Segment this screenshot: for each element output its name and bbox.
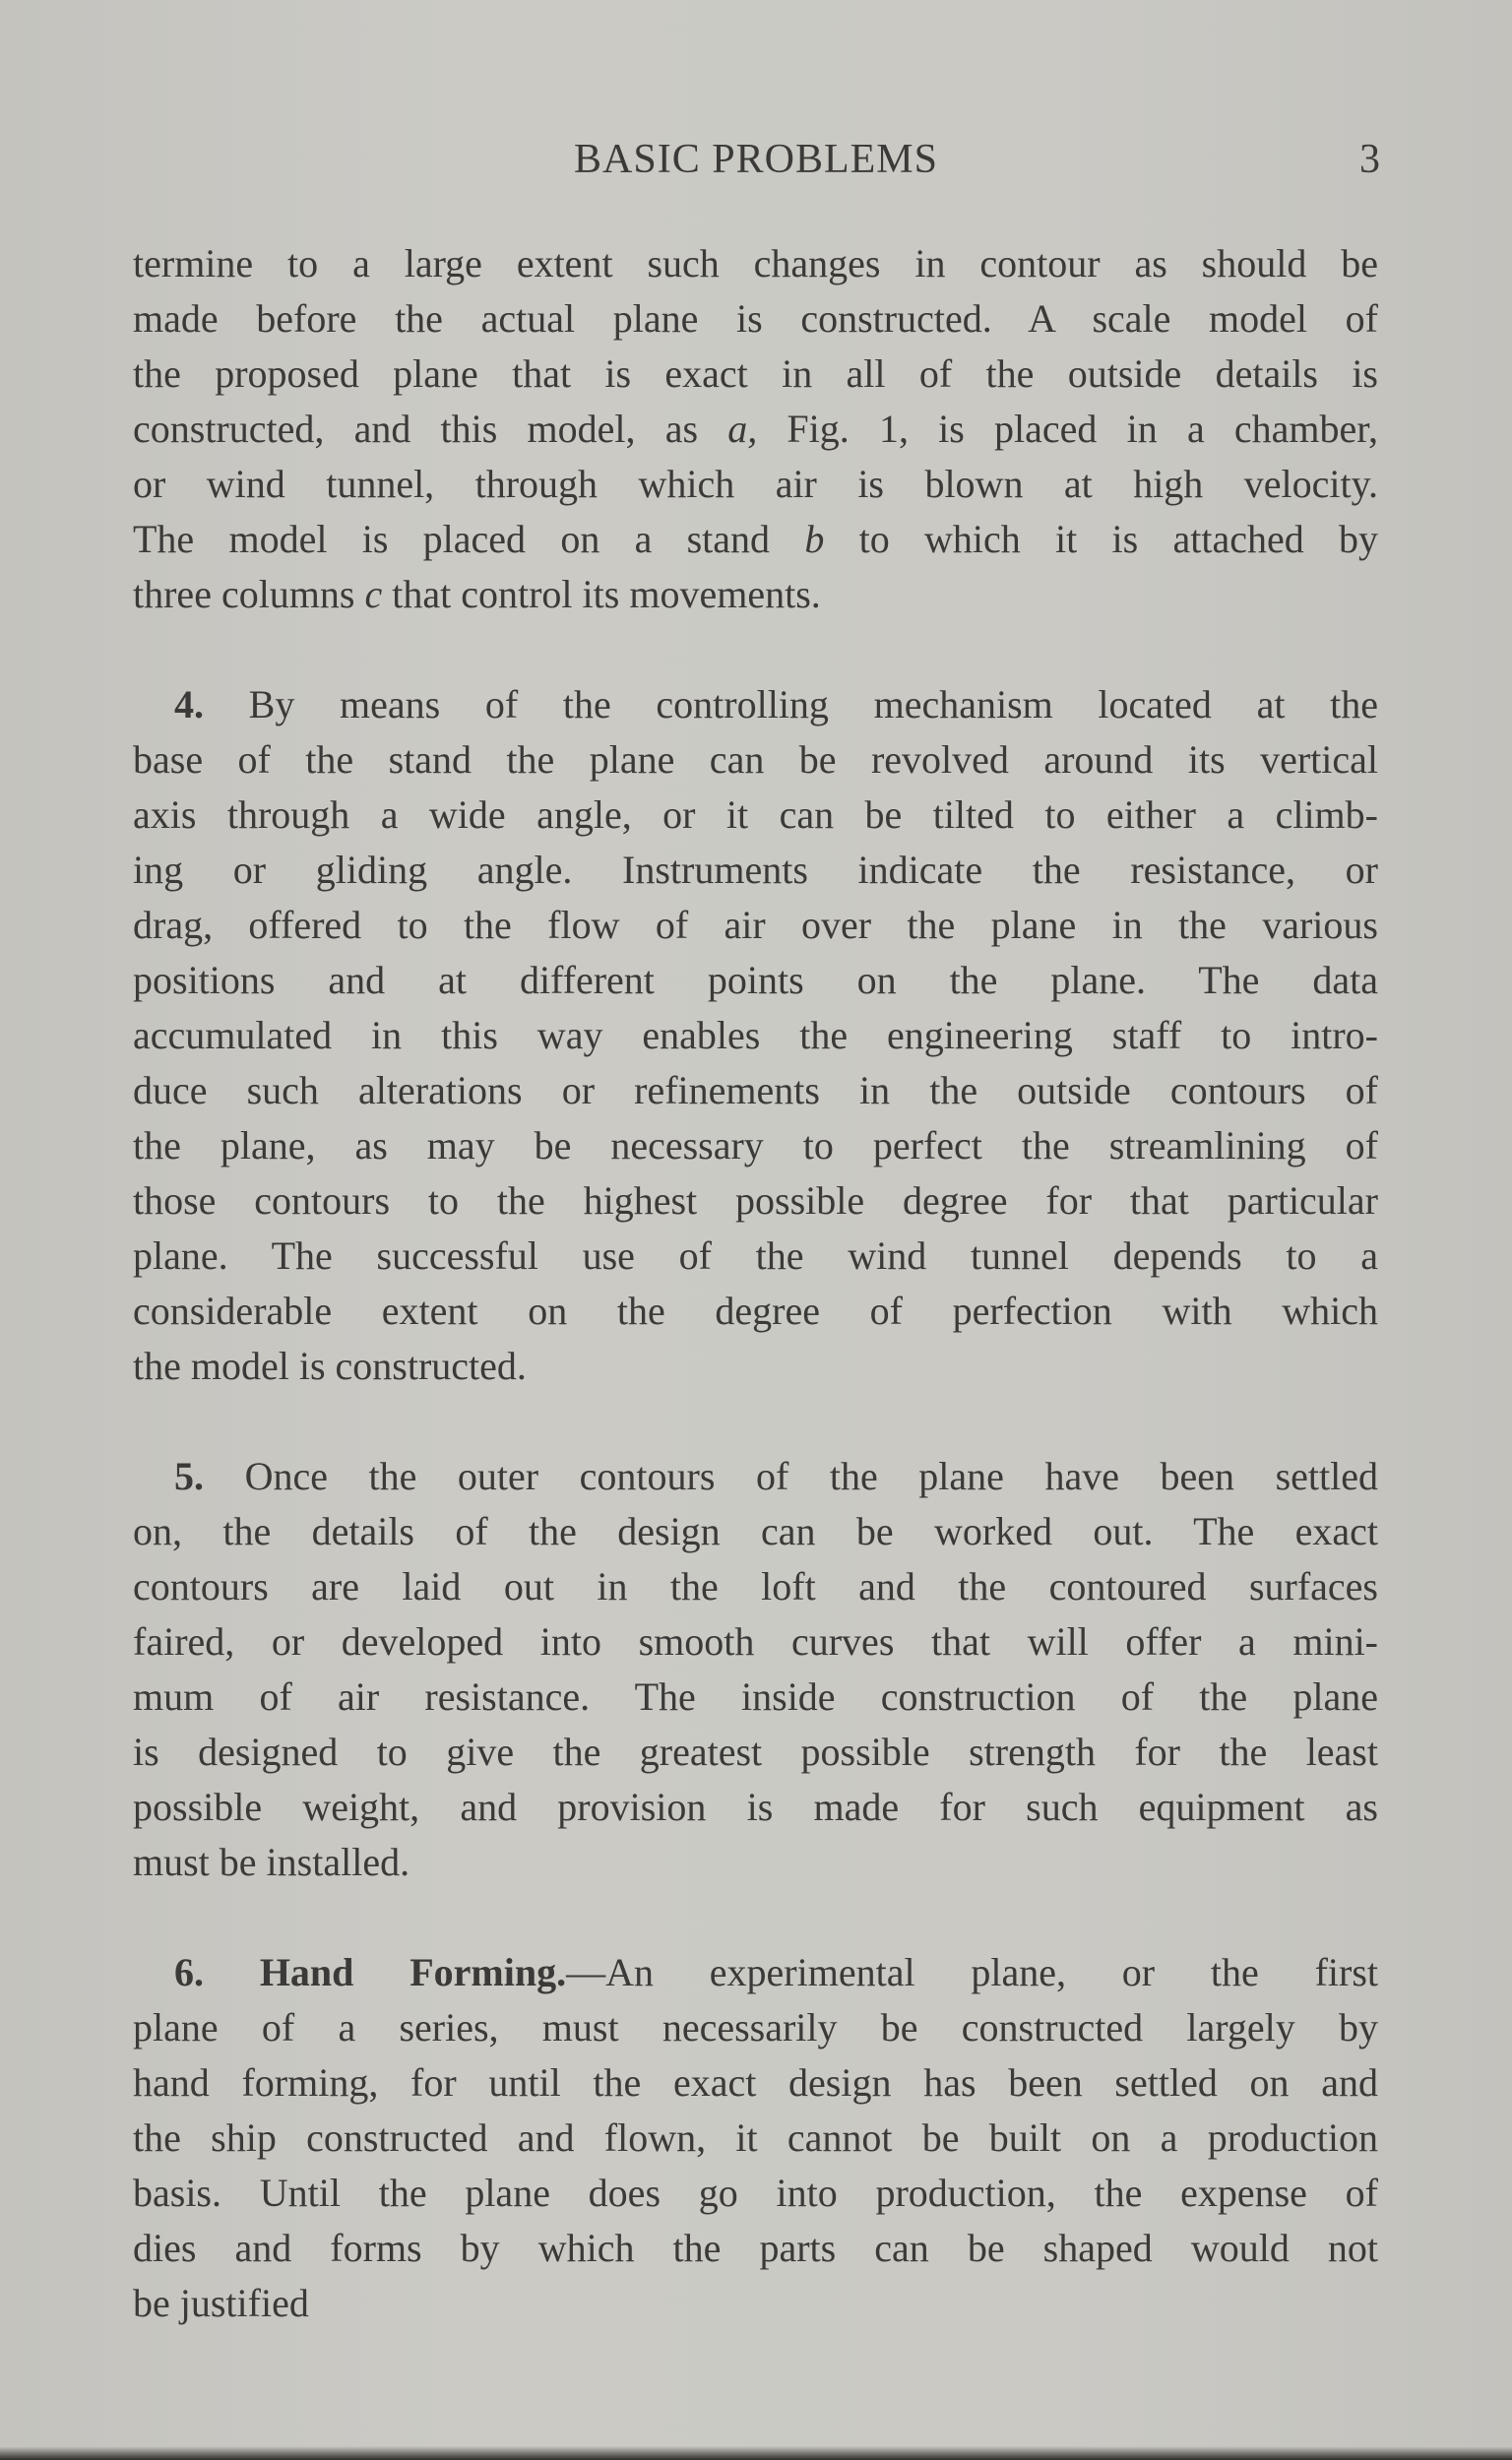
text-line [133,898,1378,953]
text-segment: mum of air resistance. The inside construction of the plane [133,1674,1378,1719]
text-line [133,1229,1378,1284]
text-line [133,2111,1378,2166]
text-line [133,2166,1378,2221]
paragraph-number: 5. [174,1454,245,1498]
text-segment: dies and forms by which the parts can be shaped would not [133,2226,1378,2270]
text-segment: contours are laid out in the loft and the contoured surfaces [133,1564,1378,1608]
text-segment: —An experimental plane, or the first [566,1950,1379,1994]
text-segment: three columns [133,572,365,616]
text-line [133,1173,1378,1229]
text-segment: accumulated in this way enables the engineering staff to intro- [133,1013,1378,1057]
italic-label: b [804,517,825,561]
paragraph-4 [133,677,1378,1394]
paragraph-5 [133,1449,1378,1890]
page-number: 3 [1359,137,1380,182]
text-line [133,2276,1378,2331]
text-segment: plane. The successful use of the wind tunnel depends to a [133,1233,1378,1278]
text-segment: considerable extent on the degree of perfection with which [133,1289,1378,1333]
text-line [133,1008,1378,1063]
text-line [133,1559,1378,1614]
text-segment: base of the stand the plane can be revolved around its vertical [133,737,1378,782]
text-segment: basis. Until the plane does go into production, the expense of [133,2171,1378,2215]
text-segment: the model is constructed. [133,1344,527,1388]
text-segment: be justified [133,2281,309,2325]
paragraph-number: 6. [174,1950,260,1994]
text-segment: The model is placed on a stand [133,517,805,561]
text-line [133,2221,1378,2276]
text-line [133,953,1378,1008]
text-segment: duce such alterations or refinements in the outside contours of [133,1068,1378,1112]
text-line [133,512,1378,567]
text-segment: axis through a wide angle, or it can be tilted to either a climb- [133,792,1378,837]
text-segment: constructed, and this model, as [133,407,728,451]
text-line [133,1449,1378,1504]
text-segment: must be installed. [133,1840,410,1884]
text-segment: made before the actual plane is constructed. A scale model of [133,296,1378,341]
text-line [133,677,1378,732]
text-line [133,732,1378,788]
text-segment: the plane, as may be necessary to perfect the streamlining of [133,1123,1378,1167]
text-segment: is designed to give the greatest possible strength for the least [133,1730,1378,1774]
text-segment: Once the outer contours of the plane have been settled [244,1454,1378,1498]
text-segment: to which it is attached by [824,517,1379,561]
text-segment: on, the details of the design can be worked out. The exact [133,1509,1378,1553]
page-edge-shadow [0,2446,1512,2460]
text-line [133,1339,1378,1394]
text-segment: that control its movements. [382,572,821,616]
text-segment: possible weight, and provision is made for such equipment as [133,1785,1378,1829]
text-line [133,1118,1378,1173]
text-segment: those contours to the highest possible degree for that particular [133,1178,1378,1223]
text-segment: termine to a large extent such changes in contour as should be [133,241,1378,285]
text-line [133,788,1378,843]
text-line [133,567,1378,622]
text-segment: Fig. 1, is placed in a chamber, [757,407,1378,451]
text-segment: positions and at different points on the plane. The data [133,958,1378,1002]
text-line [133,843,1378,898]
paragraph-6 [133,1945,1378,2331]
text-segment: the proposed plane that is exact in all of the outside details is [133,351,1378,396]
text-line [133,1835,1378,1890]
page-header [0,136,1512,195]
text-segment: the ship constructed and flown, it cannot be built on a production [133,2115,1378,2160]
text-line [133,236,1378,291]
text-line [133,402,1378,457]
text-segment: ing or gliding angle. Instruments indicate the resistance, or [133,848,1378,892]
text-segment: By means of the controlling mechanism located at the [248,682,1378,726]
text-line [133,291,1378,347]
text-segment: drag, offered to the flow of air over the plane in the various [133,903,1378,947]
text-segment: plane of a series, must necessarily be constructed largely by [133,2005,1378,2050]
text-line [133,1945,1378,2000]
running-title: BASIC PROBLEMS [574,137,938,182]
text-segment: or wind tunnel, through which air is blown at high velocity. [133,462,1378,506]
text-line [133,457,1378,512]
text-segment: faired, or developed into smooth curves that will offer a mini- [133,1619,1378,1664]
text-line [133,1614,1378,1670]
text-line [133,1670,1378,1725]
text-segment: hand forming, for until the exact design has been settled on and [133,2060,1378,2105]
text-line [133,1504,1378,1559]
page-body [133,236,1378,2386]
text-line [133,2055,1378,2111]
text-line [133,1063,1378,1118]
text-line [133,1780,1378,1835]
paragraph-continued [133,236,1378,622]
italic-label: a, [727,407,758,451]
text-line [133,1725,1378,1780]
italic-label: c [364,572,383,616]
section-heading: Hand Forming. [259,1950,567,1994]
text-line [133,347,1378,402]
text-line [133,2000,1378,2055]
paragraph-number: 4. [174,682,249,726]
text-line [133,1284,1378,1339]
